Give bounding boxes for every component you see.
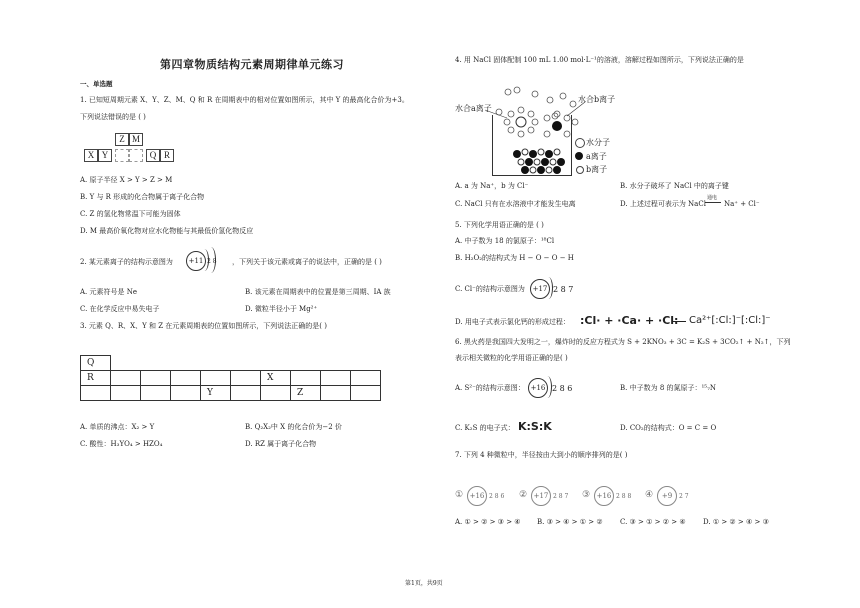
q1-stem-line1: 1. 已知短周期元素 X、Y、Z、M、Q 和 R 在周期表中的相对位置如图所示，其中 Y 的最高化合价为+3。 [80, 96, 409, 104]
q3-cell [201, 371, 231, 386]
q7-stem: 7. 下列 4 种微粒中，半径按由大到小的顺序排列的是( ) [455, 451, 628, 459]
q4-option-d-arrow-label: 通电 [707, 195, 718, 201]
q1-cell-r: R [160, 149, 174, 162]
q6-option-b: B. 中子数为 8 的氮原子：¹⁵₇N [620, 384, 717, 392]
section-heading: 一、单选题 [80, 80, 113, 88]
q5-d-formula-right: Ca²⁺[:Cl:]⁻[:Cl:]⁻ [689, 315, 771, 326]
q3-cell: Z [291, 386, 321, 401]
q3-cell [171, 371, 201, 386]
q5-c-nucleus: +17 [530, 279, 550, 299]
q3-cell [141, 386, 171, 401]
q3-cell [111, 386, 141, 401]
q3-stem: 3. 元素 Q、R、X、Y 和 Z 在元素周期表的位置如图所示，下列说法正确的是( ) [80, 322, 327, 330]
q4-option-d: D. 上述过程可表示为 NaCl [620, 200, 706, 208]
q2-stem-tail: ，下列关于该元素或离子的说法中，正确的是 ( ) [232, 258, 382, 266]
q2-option-c: C. 在化学反应中易失电子 [80, 305, 160, 313]
q4-legend-b: b离子 [586, 165, 608, 174]
q3-cell [231, 386, 261, 401]
q3-option-a: A. 单质的沸点：X₂ > Y [80, 423, 155, 431]
q6-a-shell-arc [543, 376, 552, 398]
q3-option-b: B. Q₂X₂中 X 的化合价为−2 价 [245, 423, 342, 431]
q3-cell [141, 371, 171, 386]
q4-label-hydrated-a: 水合a离子 [455, 104, 492, 113]
q5-d-arrow [672, 321, 686, 322]
q3-cell [321, 386, 351, 401]
q1-cell-z: Z [115, 133, 129, 146]
q4-label-hydrated-b: 水合b离子 [578, 95, 616, 104]
q7-p2-nucleus: +17 [531, 486, 551, 506]
q3-cell: R [81, 371, 111, 386]
q3-cell: Y [201, 386, 231, 401]
q2-option-a: A. 元素符号是 Ne [80, 288, 137, 296]
q3-cell [351, 386, 381, 401]
q7-p2-shells: 2 8 7 [553, 493, 569, 500]
q3-option-d: D. RZ 属于离子化合物 [245, 440, 317, 448]
q5-c-shells: 2 8 7 [553, 285, 574, 294]
q5-d-formula-left: :Cl· + ·Ca· + ·Cl: [580, 314, 679, 327]
a-ion-icon [575, 152, 583, 160]
q4-option-b: B. 水分子破坏了 NaCl 中的离子键 [620, 182, 729, 190]
q6-option-c: C. K₂S 的电子式： [455, 424, 515, 432]
q3-periodic-table [80, 355, 381, 401]
q5-stem: 5. 下列化学用语正确的是 ( ) [455, 221, 544, 229]
q6-a-shells: 2 8 6 [552, 384, 573, 393]
q6-a-nucleus: +16 [528, 378, 548, 398]
q3-cell [351, 371, 381, 386]
q1-cell-m: M [129, 133, 143, 146]
q3-cell [81, 386, 111, 401]
q7-option-d: D. ① > ② > ④ > ③ [703, 518, 769, 526]
q3-cell: Q [81, 356, 111, 371]
q7-p3-nucleus: +16 [594, 486, 614, 506]
q3-cell-gap [111, 356, 381, 371]
q4-beaker [492, 115, 572, 176]
q1-option-b: B. Y 与 R 形成的化合物属于离子化合物 [80, 193, 205, 201]
q7-option-c: C. ③ > ① > ② > ④ [620, 518, 686, 526]
q4-option-d-tail: Na⁺ + Cl⁻ [724, 200, 760, 208]
q6-stem-line1: 6. 黑火药是我国四大发明之一，爆炸时的反应方程式为 S + 2KNO₃ + 3C = K₂S + 3CO₂↑ + N₂↑，下列 [455, 338, 791, 346]
q7-p3-label: ③ [582, 490, 591, 500]
page-footer: 第1页，共9页 [405, 580, 443, 587]
q4-legend-water: 水分子 [586, 138, 610, 147]
q5-option-b: B. H₂O₂的结构式为 H − O − O − H [455, 254, 574, 262]
q6-stem-line2: 表示相关微粒的化学用语正确的是( ) [455, 354, 568, 362]
q1-option-d: D. M 最高价氧化物对应水化物能与其最低价氢化物反应 [80, 227, 254, 235]
q3-cell [291, 371, 321, 386]
q7-p2-label: ② [519, 490, 528, 500]
q1-cell-empty [115, 149, 129, 162]
q7-p3-shells: 2 8 8 [616, 493, 632, 500]
q3-cell [171, 386, 201, 401]
q6-c-formula: K:S:K [518, 420, 552, 433]
q1-stem-line2: 下列说法错误的是 ( ) [80, 113, 146, 121]
q3-cell [261, 386, 291, 401]
q5-c-shell-arc [544, 277, 553, 299]
q4-stem: 4. 用 NaCl 固体配制 100 mL 1.00 mol·L⁻¹的溶液，溶解过程如图所示，下列说法正确的是 [455, 56, 744, 64]
page-title: 第四章物质结构元素周期律单元练习 [160, 58, 344, 71]
water-molecule-icon [575, 138, 585, 148]
q3-option-c: C. 酸性：H₃YO₄ > HZO₄ [80, 440, 163, 448]
b-ion-icon [576, 166, 584, 174]
q7-p4-label: ④ [645, 490, 654, 500]
q7-p1-label: ① [455, 490, 464, 500]
q6-option-a: A. S²⁻的结构示意图： [455, 384, 525, 392]
q1-cell-empty [129, 149, 143, 162]
q1-cell-q: Q [146, 149, 160, 162]
q2-stem: 2. 某元素离子的结构示意图为 [80, 258, 173, 266]
q3-cell: X [261, 371, 291, 386]
q3-cell [231, 371, 261, 386]
q1-option-c: C. Z 的氢化物常温下可能为固体 [80, 210, 181, 218]
q6-option-d: D. CO₂的结构式：O = C = O [620, 424, 717, 432]
q1-option-a: A. 原子半径 X > Y > Z > M [80, 176, 173, 184]
q7-p1-nucleus: +16 [467, 486, 487, 506]
q3-cell [321, 371, 351, 386]
q4-option-a: A. a 为 Na⁺，b 为 Cl⁻ [455, 182, 529, 190]
q4-reaction-arrow [705, 202, 721, 203]
q7-option-a: A. ① > ② > ③ > ④ [455, 518, 521, 526]
q5-option-d: D. 用电子式表示氯化钙的形成过程： [455, 318, 570, 326]
q1-cell-x: X [84, 149, 98, 162]
q2-shells: 2 8 [207, 258, 217, 265]
q7-p4-nucleus: +9 [657, 486, 677, 506]
q5-option-c: C. Cl⁻的结构示意图为 [455, 285, 525, 293]
q4-option-c: C. NaCl 只有在水溶液中才能发生电离 [455, 200, 576, 208]
q5-option-a: A. 中子数为 18 的氯原子：¹⁸Cl [455, 237, 555, 245]
q3-cell [111, 371, 141, 386]
q2-option-b: B. 该元素在周期表中的位置是第三周期、IA 族 [245, 288, 391, 296]
q2-option-d: D. 微粒半径小于 Mg²⁺ [245, 305, 318, 313]
q7-option-b: B. ③ > ④ > ① > ② [537, 518, 603, 526]
q4-legend-a: a离子 [586, 152, 607, 161]
q7-p1-shells: 2 8 6 [489, 493, 505, 500]
q2-nucleus: +11 [186, 251, 206, 271]
q1-cell-y: Y [98, 149, 112, 162]
q7-p4-shells: 2 7 [679, 493, 689, 500]
